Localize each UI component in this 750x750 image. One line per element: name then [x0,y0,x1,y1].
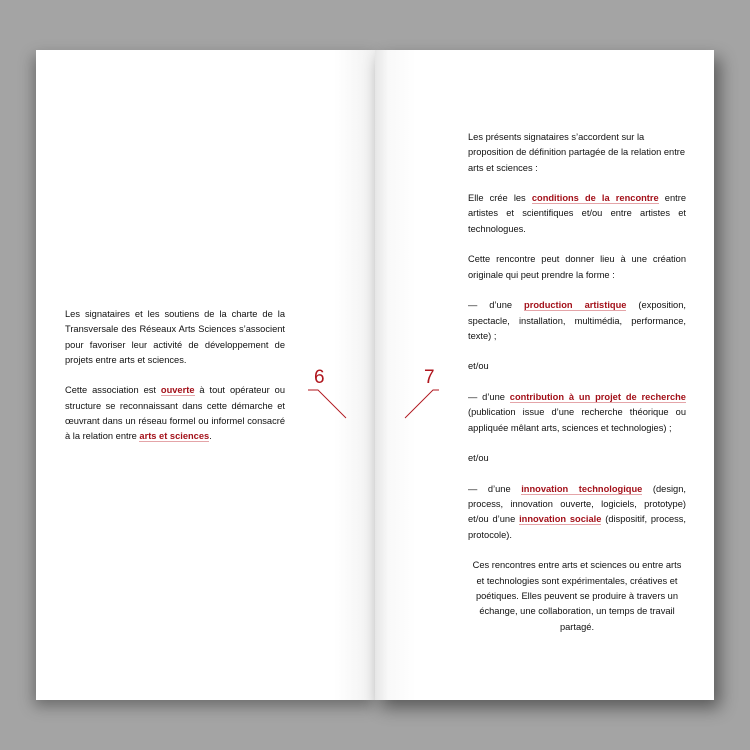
text-run: Cette rencontre peut donner lieu à une création originale qui peut prendre la forme : [468,254,686,280]
text-run: — d’une [468,392,510,403]
highlighted-term: innovation sociale [519,514,602,525]
text-run: Les signataires et les soutiens de la charte de la Transversale des Réseaux Arts Sciences s’associent pour favoriser leur activité de développement de projets entre arts et sciences. [65,309,285,365]
paragraph [65,383,285,444]
text-run: (publication issue d’une recherche théorique ou appliquée mêlant arts, sciences et technologies) ; [468,407,686,433]
text-run: . [209,431,212,442]
text-run: entre artistes et scientifiques et/ou entre artistes et technologues. [468,193,686,234]
highlighted-term: ouverte [160,385,195,396]
left-page-text [65,307,285,460]
paragraph [468,558,686,634]
right-page-text [468,130,686,650]
highlighted-term: innovation technologique [521,483,643,494]
highlighted-term: contribution à un projet de recherche [509,392,686,403]
highlighted-term: arts et sciences [139,431,210,442]
paragraph [65,307,285,368]
page-number-decoration-left [308,384,348,424]
text-run: et/ou [468,361,489,372]
highlighted-term: conditions de la rencontre [531,193,659,204]
text-run: (dispositif, process, protocole). [468,514,687,540]
text-run: — d’une [468,483,522,494]
paragraph [468,482,686,543]
text-run: Elle crée les [468,193,532,204]
paragraph [468,359,686,374]
text-run: Ces rencontres entre arts et sciences ou entre arts et technologies sont expérimentales, créatives et poétiques. Elles peuvent se produire à travers un échange, une collaboration, un temps de travail partagé. [472,560,682,632]
highlighted-term: production artistique [524,300,627,311]
text-run: — d’une [468,300,525,311]
text-run: à tout opérateur ou structure se reconnaissant dans cette démarche et œuvrant dans un réseau formel ou informel consacré à la relation entre [65,385,285,442]
right-page [375,50,714,700]
page-number-6: 6 [314,367,325,388]
text-run: et/ou [468,453,489,464]
left-page [36,50,375,700]
text-run: (exposition, spectacle, installation, multimédia, performance, texte) ; [468,300,686,341]
paragraph [468,298,686,344]
paragraph [468,390,686,436]
paragraph [468,451,686,466]
text-run: (design, process, innovation ouverte, logiciels, prototype) et/ou d’une [468,483,686,525]
paragraph [468,191,686,237]
page-number-7: 7 [424,367,435,388]
text-run: Cette association est [65,385,161,396]
paragraph [468,130,686,176]
paragraph [468,252,686,283]
text-run: Les présents signataires s’accordent sur la proposition de définition partagée de la relation entre arts et sciences : [468,132,686,173]
page-number-decoration-right [403,384,443,424]
